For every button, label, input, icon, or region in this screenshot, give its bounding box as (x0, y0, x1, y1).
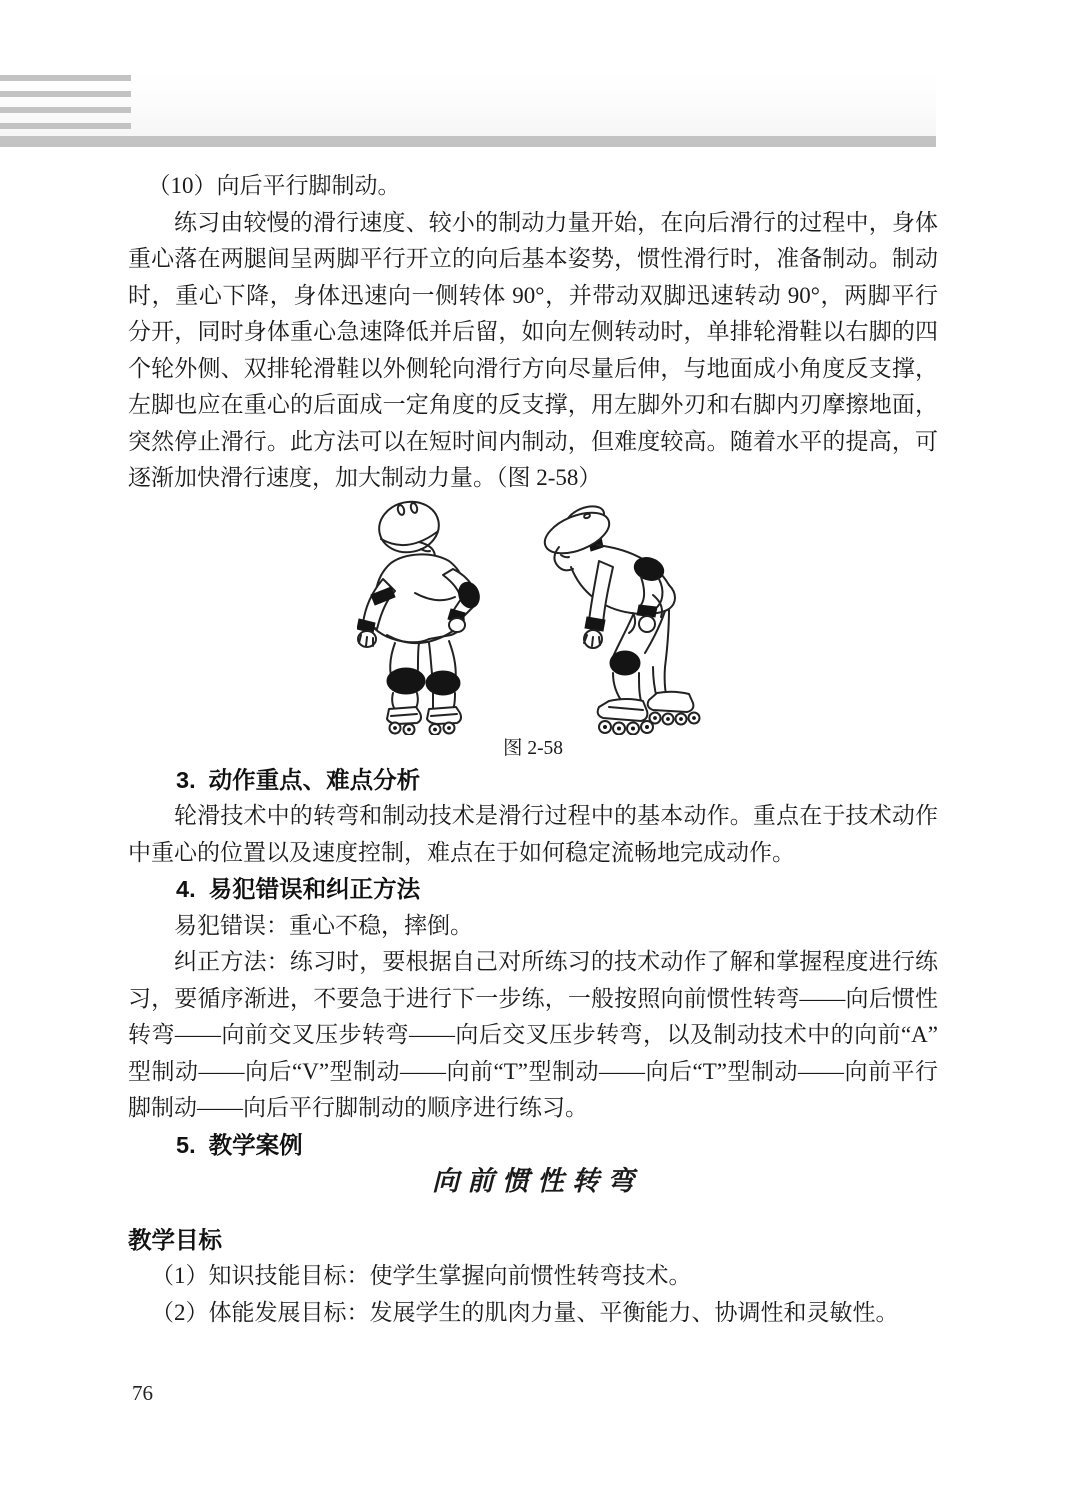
section-heading-4 (128, 871, 938, 908)
goal-item-1: （1）知识技能目标：使学生掌握向前惯性转弯技术。 (151, 1263, 692, 1288)
section-title: 教学案例 (208, 1131, 303, 1158)
figure-caption: 图 2-58 (502, 737, 564, 759)
section-heading-3 (128, 762, 938, 799)
paragraph-practice: 练习由较慢的滑行速度、较小的制动力量开始，在向后滑行的过程中，身体重心落在两腿间呈两脚平行开立的向后基本姿势，惯性滑行时，准备制动。制动时，重心下降，身体迅速向一侧转体 90°，并带动双脚迅速转动 90°，两脚平行分开，同时身体重心急速降低并后留，如向左侧转动时，单排轮滑鞋以右脚的四个轮外侧、双排轮滑鞋以外侧轮向滑行方向尽量后伸，与地面成小角度反支撑，左脚也应在重心的后面成一定角度的反支撑，用左脚外刃和右脚内刃摩擦地面，突然停止滑行。此方法可以在短时间内制动，但难度较高。随着水平的提高，可逐渐加快滑行速度，加大制动力量。（图 2-58） (128, 209, 938, 490)
text-column (128, 168, 938, 1331)
figure-2-58 (128, 497, 938, 762)
skaters-line-drawing (357, 497, 709, 735)
skater-standing (357, 497, 483, 735)
section-heading-5 (128, 1127, 938, 1164)
goal-item-2: （2）体能发展目标：发展学生的肌肉力量、平衡能力、协调性和灵敏性。 (151, 1299, 899, 1325)
section-number: 5. (176, 1131, 196, 1158)
section-number: 4. (176, 876, 196, 902)
case-study-title: 向前惯性转弯 (432, 1166, 642, 1196)
paragraph-errors: 易犯错误：重心不稳，摔倒。 (174, 912, 473, 938)
header-decor-bar-1 (0, 75, 131, 81)
header-gradient-band (0, 74, 936, 136)
header-decor-bar-2 (0, 91, 131, 97)
page-number: 76 (132, 1381, 153, 1405)
paragraph-analysis: 轮滑技术中的转弯和制动技术是滑行过程中的基本动作。重点在于技术动作中重心的位置以及速度控制，难点在于如何稳定流畅地完成动作。 (128, 803, 938, 865)
section-title: 动作重点、难点分析 (208, 766, 421, 793)
teaching-goal-heading: 教学目标 (128, 1226, 222, 1253)
paragraph-correction: 纠正方法：练习时，要根据自己对所练习的技术动作了解和掌握程度进行练习，要循序渐进，不要急于进行下一步练，一般按照向前惯性转弯——向后惯性转弯——向前交叉压步转弯——向后交叉压步转弯，以及制动技术中的向前“A”型制动——向后“V”型制动——向前“T”型制动——向后“T”型制动——向前平行脚制动——向后平行脚制动的顺序进行练习。 (128, 949, 938, 1120)
header-decor-bar-3 (0, 107, 131, 113)
skater-bending (539, 501, 699, 734)
section-number: 3. (176, 766, 196, 793)
header-decor-bar-full (0, 136, 936, 147)
list-item-10: （10）向后平行脚制动。 (147, 173, 401, 198)
section-title: 易犯错误和纠正方法 (208, 876, 421, 902)
header-decor-bar-4 (0, 123, 131, 129)
